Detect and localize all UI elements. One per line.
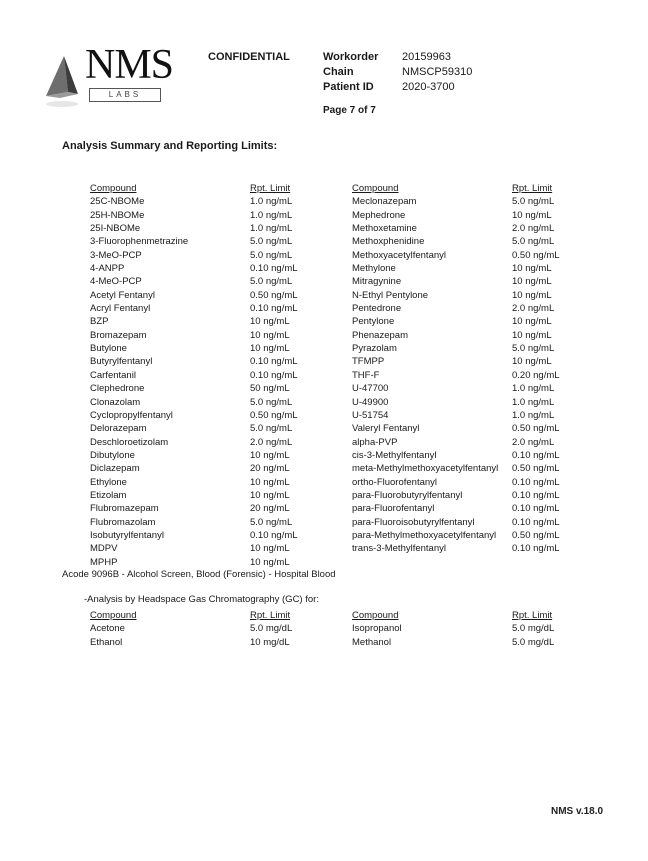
compound-name: Acetyl Fentanyl [90,289,155,301]
gc-right-table [352,609,612,649]
compound-name: Acryl Fentanyl [90,303,151,315]
reporting-limit: 10 mg/dL [250,636,290,648]
meta-label: Workorder [323,51,379,63]
table-row [352,516,612,529]
table-row [90,235,350,248]
table-row [90,529,350,542]
table-row [90,409,350,422]
compound-name: Clonazolam [90,396,141,408]
table-row [352,502,612,515]
compound-name: Isobutyrylfentanyl [90,529,164,541]
compound-name: alpha-PVP [352,436,398,448]
table-row [90,502,350,515]
reporting-limit: 10 ng/mL [250,343,290,355]
compound-name: ortho-Fluorofentanyl [352,476,438,488]
nms-labs-logo [42,42,174,110]
compound-name: Methoxphenidine [352,236,425,248]
version-footer: NMS v.18.0 [551,806,604,817]
reporting-limit: 0.50 ng/mL [512,423,560,435]
compound-name: Meclonazepam [352,196,417,208]
section-title: Analysis Summary and Reporting Limits: [62,140,278,152]
reporting-limit: 10 ng/mL [250,449,290,461]
reporting-limit: 5.0 ng/mL [512,236,555,248]
table-row [352,235,612,248]
table-row [90,382,350,395]
table-row [352,382,612,395]
right-limits-table [352,182,612,556]
table-header [90,182,350,195]
page-number: Page 7 of 7 [323,105,376,116]
table-header [352,609,612,622]
reporting-limit: 1.0 ng/mL [512,383,555,395]
reporting-limit: 2.0 ng/mL [512,303,555,315]
reporting-limit: 10 ng/mL [250,543,290,555]
table-row [352,462,612,475]
compound-name: MDPV [90,543,118,555]
reporting-limit: 0.50 ng/mL [250,409,298,421]
reporting-limit: 5.0 ng/mL [512,343,555,355]
reporting-limit: 0.10 ng/mL [250,263,298,275]
compound-name: Ethanol [90,636,123,648]
compound-name: Diclazepam [90,463,140,475]
table-row [352,355,612,368]
reporting-limit: 0.10 ng/mL [512,449,560,461]
compound-name: Flubromazepam [90,503,159,515]
reporting-limit: 5.0 ng/mL [512,196,555,208]
gc-analysis-title: -Analysis by Headspace Gas Chromatography (GC) for: [84,594,319,605]
table-row [352,542,612,555]
meta-label: Chain [323,66,354,78]
pyramid-icon [42,54,86,110]
compound-name: Carfentanil [90,369,136,381]
compound-name: BZP [90,316,109,328]
reporting-limit: 0.10 ng/mL [250,303,298,315]
reporting-limit: 0.20 ng/mL [512,369,560,381]
reporting-limit: 5.0 mg/dL [250,623,293,635]
limit-header: Rpt. Limit [250,183,291,194]
table-row [90,476,350,489]
compound-header: Compound [90,183,137,194]
compound-name: para-Fluoroisobutyrylfentanyl [352,516,475,528]
table-row [90,462,350,475]
table-row [90,556,350,569]
table-row [90,249,350,262]
reporting-limit: 2.0 ng/mL [250,436,293,448]
compound-name: U-47700 [352,383,389,395]
reporting-limit: 5.0 ng/mL [250,276,293,288]
table-row [352,275,612,288]
reporting-limit: 10 ng/mL [250,556,290,568]
reporting-limit: 5.0 mg/dL [512,636,555,648]
compound-name: Isopropanol [352,623,402,635]
table-row [90,636,350,649]
compound-name: Mephedrone [352,209,406,221]
reporting-limit: 5.0 ng/mL [250,249,293,261]
compound-name: Butylone [90,343,127,355]
compound-name: Pentylone [352,316,395,328]
table-row [352,436,612,449]
table-row [352,489,612,502]
reporting-limit: 0.10 ng/mL [512,476,560,488]
table-row [90,262,350,275]
table-row [90,195,350,208]
reporting-limit: 10 ng/mL [512,263,552,275]
reporting-limit: 0.10 ng/mL [512,543,560,555]
reporting-limit: 5.0 ng/mL [250,236,293,248]
compound-name: THF-F [352,369,380,381]
reporting-limit: 0.50 ng/mL [250,289,298,301]
reporting-limit: 1.0 ng/mL [512,409,555,421]
compound-name: meta-Methylmethoxyacetylfentanyl [352,463,499,475]
table-row [90,542,350,555]
table-row [352,529,612,542]
compound-name: Etizolam [90,489,127,501]
table-row [352,476,612,489]
table-row [90,209,350,222]
compound-name: 25H-NBOMe [90,209,145,221]
meta-chain [323,65,472,80]
table-row [352,369,612,382]
reporting-limit: 10 ng/mL [512,289,552,301]
compound-name: N-Ethyl Pentylone [352,289,429,301]
compound-name: Flubromazolam [90,516,156,528]
reporting-limit: 0.50 ng/mL [512,529,560,541]
meta-label: Patient ID [323,81,374,93]
compound-name: Delorazepam [90,423,147,435]
compound-name: 4-MeO-PCP [90,276,142,288]
reporting-limit: 0.10 ng/mL [250,529,298,541]
table-row [90,222,350,235]
table-row [90,449,350,462]
table-row [90,516,350,529]
reporting-limit: 5.0 mg/dL [512,623,555,635]
compound-header: Compound [352,610,399,621]
reporting-limit: 10 ng/mL [512,356,552,368]
reporting-limit: 10 ng/mL [512,329,552,341]
reporting-limit: 2.0 ng/mL [512,223,555,235]
reporting-limit: 1.0 ng/mL [512,396,555,408]
table-row [90,355,350,368]
reporting-limit: 10 ng/mL [250,329,290,341]
meta-workorder [323,50,472,65]
reporting-limit: 20 ng/mL [250,463,290,475]
table-row [352,409,612,422]
table-row [90,275,350,288]
logo-subtext: LABS [89,88,161,102]
reporting-limit: 10 ng/mL [512,316,552,328]
confidential-label: CONFIDENTIAL [208,51,290,63]
reporting-limit: 0.50 ng/mL [512,463,560,475]
compound-name: 25I-NBOMe [90,223,141,235]
table-row [352,622,612,635]
limit-header: Rpt. Limit [250,610,291,621]
reporting-limit: 0.10 ng/mL [512,503,560,515]
table-row [90,329,350,342]
table-row [90,436,350,449]
compound-name: cis-3-Methylfentanyl [352,449,437,461]
compound-name: Clephedrone [90,383,145,395]
reporting-limit: 50 ng/mL [250,383,290,395]
table-row [90,489,350,502]
table-row [352,209,612,222]
table-row [352,195,612,208]
meta-value: 20159963 [402,51,451,63]
compound-name: Bromazepam [90,329,147,341]
compound-name: Dibutylone [90,449,135,461]
reporting-limit: 5.0 ng/mL [250,423,293,435]
compound-name: trans-3-Methylfentanyl [352,543,446,555]
reporting-limit: 0.10 ng/mL [250,369,298,381]
reporting-limit: 20 ng/mL [250,503,290,515]
reporting-limit: 10 ng/mL [250,476,290,488]
table-header [352,182,612,195]
compound-name: Methylone [352,263,396,275]
compound-name: para-Methylmethoxyacetylfentanyl [352,529,497,541]
reporting-limit: 10 ng/mL [250,316,290,328]
compound-name: para-Fluorobutyrylfentanyl [352,489,463,501]
meta-value: NMSCP59310 [402,66,473,78]
gc-left-table [90,609,350,649]
table-row [90,315,350,328]
compound-name: U-51754 [352,409,389,421]
header-meta [323,50,472,95]
table-row [352,636,612,649]
limit-header: Rpt. Limit [512,610,553,621]
compound-name: 25C-NBOMe [90,196,145,208]
table-row [352,222,612,235]
table-row [352,396,612,409]
table-row [352,249,612,262]
compound-name: Acetone [90,623,125,635]
table-row [352,342,612,355]
compound-name: Pyrazolam [352,343,397,355]
table-row [352,262,612,275]
meta-patient-id [323,80,472,95]
compound-header: Compound [90,610,137,621]
reporting-limit: 0.10 ng/mL [250,356,298,368]
table-row [90,422,350,435]
limit-header: Rpt. Limit [512,183,553,194]
compound-name: MPHP [90,556,118,568]
reporting-limit: 0.10 ng/mL [512,516,560,528]
logo-text: NMS [85,42,174,88]
table-row [90,369,350,382]
table-row [90,342,350,355]
table-header [90,609,350,622]
reporting-limit: 0.10 ng/mL [512,489,560,501]
compound-name: Valeryl Fentanyl [352,423,420,435]
compound-name: Methoxyacetylfentanyl [352,249,446,261]
table-row [352,315,612,328]
compound-name: Deschloroetizolam [90,436,169,448]
table-row [352,302,612,315]
reporting-limit: 10 ng/mL [250,489,290,501]
table-row [352,329,612,342]
compound-name: Cyclopropylfentanyl [90,409,173,421]
reporting-limit: 0.50 ng/mL [512,249,560,261]
compound-name: Mitragynine [352,276,402,288]
compound-name: Ethylone [90,476,127,488]
compound-header: Compound [352,183,399,194]
acode-line: Acode 9096B - Alcohol Screen, Blood (Forensic) - Hospital Blood [62,569,336,580]
reporting-limit: 1.0 ng/mL [250,223,293,235]
reporting-limit: 2.0 ng/mL [512,436,555,448]
reporting-limit: 10 ng/mL [512,209,552,221]
compound-name: Methoxetamine [352,223,417,235]
table-row [90,289,350,302]
compound-name: Butyrylfentanyl [90,356,153,368]
table-row [90,396,350,409]
reporting-limit: 5.0 ng/mL [250,396,293,408]
compound-name: 3-MeO-PCP [90,249,142,261]
compound-name: 3-Fluorophenmetrazine [90,236,189,248]
table-row [90,622,350,635]
compound-name: para-Fluorofentanyl [352,503,435,515]
reporting-limit: 1.0 ng/mL [250,196,293,208]
left-limits-table [90,182,350,569]
table-row [90,302,350,315]
compound-name: U-49900 [352,396,389,408]
table-row [352,449,612,462]
reporting-limit: 1.0 ng/mL [250,209,293,221]
compound-name: Pentedrone [352,303,402,315]
compound-name: 4-ANPP [90,263,125,275]
compound-name: TFMPP [352,356,385,368]
meta-value: 2020-3700 [402,81,455,93]
reporting-limit: 10 ng/mL [512,276,552,288]
compound-name: Phenazepam [352,329,408,341]
reporting-limit: 5.0 ng/mL [250,516,293,528]
compound-name: Methanol [352,636,392,648]
table-row [352,422,612,435]
table-row [352,289,612,302]
